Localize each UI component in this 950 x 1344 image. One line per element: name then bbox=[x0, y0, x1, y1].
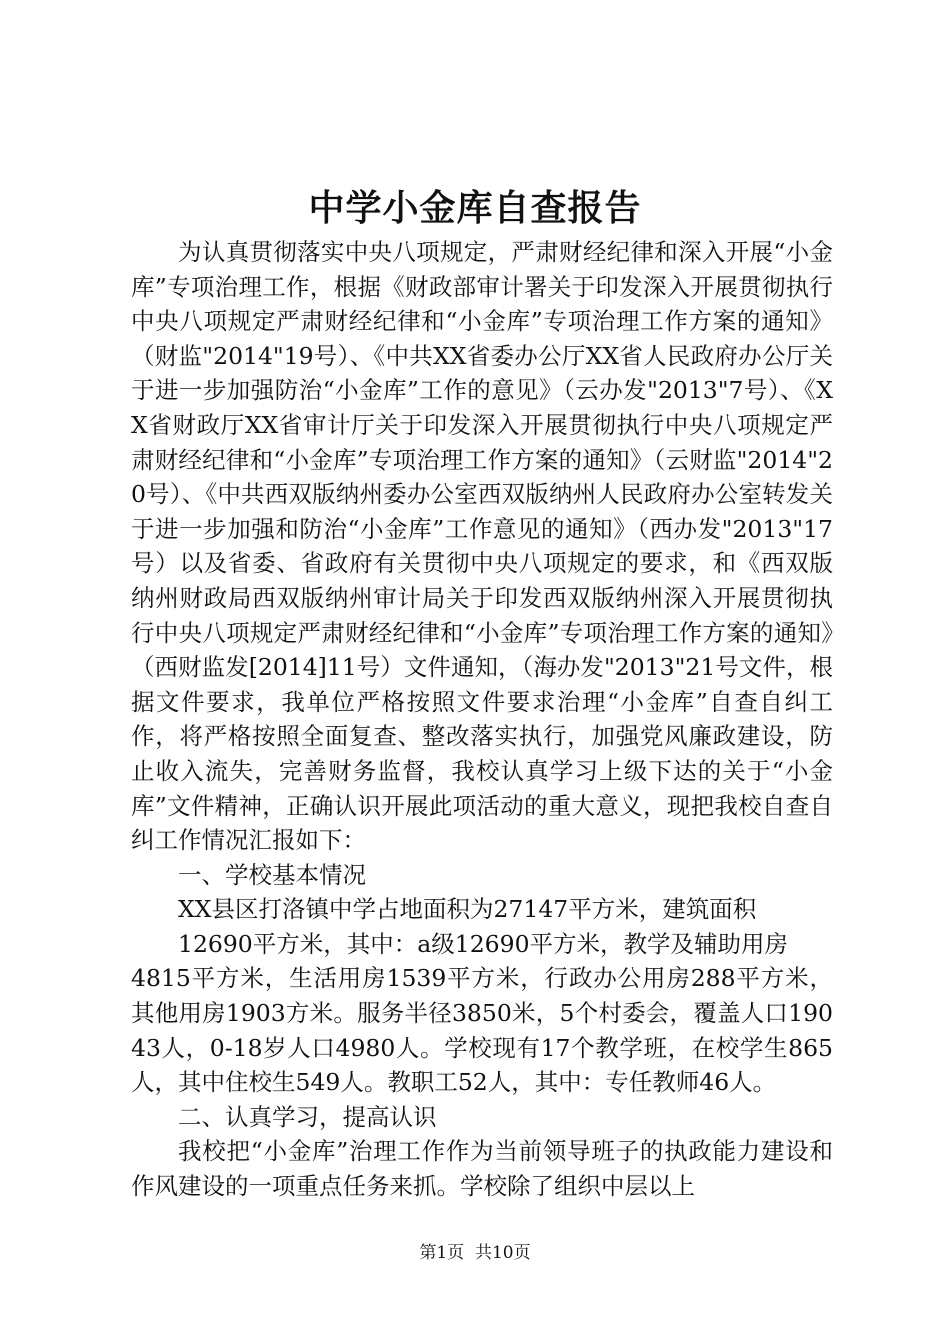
document-title: 中学小金库自查报告 bbox=[308, 187, 642, 229]
section-heading-study: 二、认真学习，提高认识 bbox=[178, 1102, 437, 1131]
basic-info-paragraph: 4815平方米，生活用房1539平方米，行政办公用房288平方米，其他用房1903方米。服务半径3850米，5个村委会，覆盖人口19043人，0-18岁人口4980人。学校现有17个教学班，在校学生865人，其中住校生549人。教职工52人，其中：专任教师46人。 bbox=[131, 964, 833, 1097]
page-footer bbox=[0, 1241, 950, 1265]
study-paragraph: 我校把“小金库”治理工作作为当前领导班子的执政能力建设和作风建设的一项重点任务来抓。学校除了组织中层以上 bbox=[131, 1137, 833, 1201]
area-line-2: 12690平方米，其中：a级12690平方米，教学及辅助用房 bbox=[178, 929, 789, 958]
area-line-1: XX县区打洛镇中学占地面积为27147平方米，建筑面积 bbox=[178, 895, 757, 924]
document-body bbox=[131, 235, 833, 1204]
intro-paragraph: 为认真贯彻落实中央八项规定，严肃财经纪律和深入开展“小金库”专项治理工作，根据《财政部审计署关于印发深入开展贯彻执行中央八项规定严肃财经纪律和“小金库”专项治理工作方案的通知》（财监"2014"19号）、《中共XX省委办公厅XX省人民政府办公厅关于进一步加强防治“小金库”工作的意见》（云办发"2013"7号）、《XX省财政厅XX省审计厅关于印发深入开展贯彻执行中央八项规定严肃财经纪律和“小金库”专项治理工作方案的通知》（云财监"2014"20号）、《中共西双版纳州委办公室西双版纳州人民政府办公室转发关于进一步加强和防治“小金库”工作意见的通知》（西办发"2013"17号）以及省委、省政府有关贯彻中央八项规定的要求，和《西双版纳州财政局西双版纳州审计局关于印发西双版纳州深入开展贯彻执行中央八项规定严肃财经纪律和“小金库”专项治理工作方案的通知》（西财监发[2014]11号）文件通知，（海办发"2013"21号文件，根据文件要求，我单位严格按照文件要求治理“小金库”自查自纠工作，将严格按照全面复查、整改落实执行，加强党风廉政建设，防止收入流失，完善财务监督，我校认真学习上级下达的关于“小金库”文件精神，正确认识开展此项活动的重大意义，现把我校自查自纠工作情况汇报如下： bbox=[131, 238, 833, 855]
page-number: 第1页 共10页 bbox=[419, 1243, 531, 1263]
section-heading-basic-info: 一、学校基本情况 bbox=[178, 860, 366, 889]
